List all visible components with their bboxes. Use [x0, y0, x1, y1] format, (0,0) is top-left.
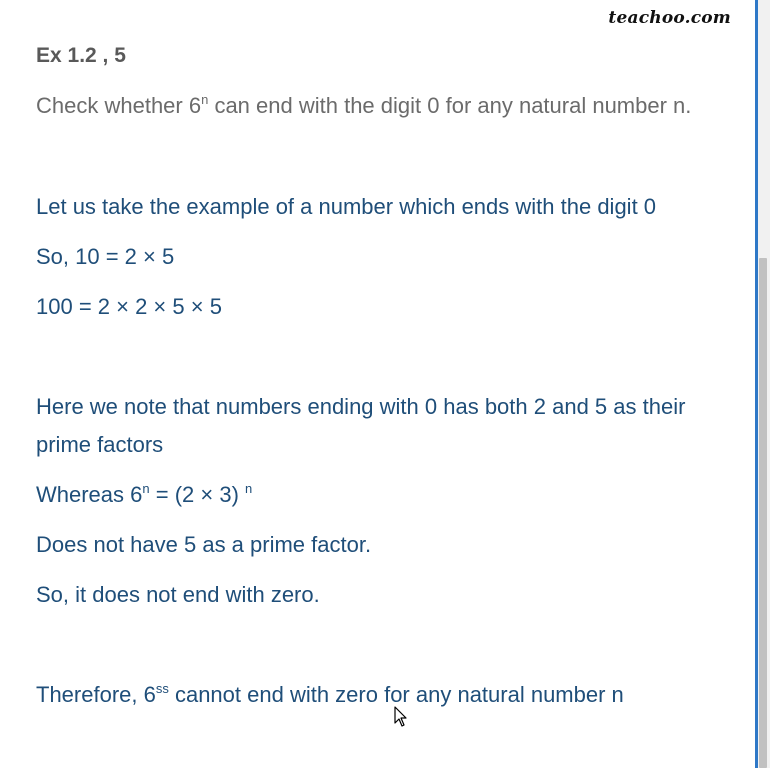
question-text: [36, 93, 691, 119]
solution-line-3: 100 = 2 × 2 × 5 × 5: [36, 294, 222, 319]
conclusion-post: cannot end with zero for any natural number n: [168, 682, 624, 707]
solution-line-1: Let us take the example of a number which ends with the digit 0: [36, 194, 657, 219]
whereas-exponent-2: n: [245, 481, 253, 496]
conclusion-pre: Therefore, 6: [36, 682, 156, 707]
whereas-exponent-1: n: [142, 481, 150, 496]
scrollbar-accent: [755, 0, 758, 768]
whereas-mid: = (2 × 3): [149, 482, 246, 507]
solution-line-2: So, 10 = 2 × 5: [36, 244, 175, 269]
question-pre: Check whether 6: [36, 93, 202, 118]
conclusion-line: [36, 682, 624, 708]
question-exponent: n: [201, 92, 209, 107]
exercise-title: Ex 1.2 , 5: [36, 44, 126, 67]
solution-line-4a: Here we note that numbers ending with 0 has both 2 and 5 as their: [36, 394, 686, 419]
solution-line-5: [36, 482, 252, 508]
question-post: can end with the digit 0 for any natural number n.: [208, 93, 692, 118]
whereas-pre: Whereas 6: [36, 482, 143, 507]
solution-line-4b: prime factors: [36, 432, 164, 457]
solution-line-7: So, it does not end with zero.: [36, 582, 320, 607]
mouse-cursor-icon: [394, 706, 408, 728]
scrollbar-thumb[interactable]: [759, 258, 767, 768]
solution-line-6: Does not have 5 as a prime factor.: [36, 532, 372, 557]
conclusion-exponent: ss: [155, 681, 169, 696]
teachoo-logo: teachoo.com: [608, 8, 731, 28]
